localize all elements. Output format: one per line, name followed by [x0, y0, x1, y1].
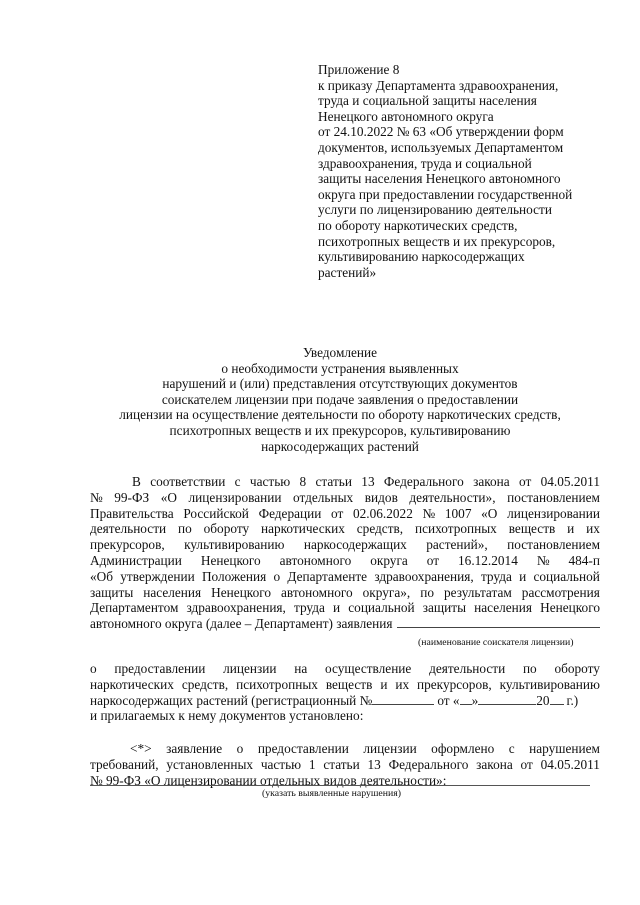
word: Департаменте [287, 568, 368, 584]
paragraph-line [90, 693, 600, 709]
violations-caption: (указать выявленные нарушения) [262, 788, 402, 799]
word: от [519, 474, 532, 489]
paragraph-line [90, 757, 600, 773]
word: Ненецкого [211, 584, 272, 600]
paragraph-line [90, 490, 600, 506]
word: обороту [554, 661, 600, 676]
word: Ненецкого [200, 552, 261, 568]
reg-number-field[interactable] [372, 693, 434, 705]
word: требований, [90, 756, 159, 772]
word: прекурсоров, [417, 676, 492, 692]
word: автономного [281, 584, 353, 600]
word: Федерации [258, 505, 322, 521]
appendix-line: психотропных веществ и их прекурсоров, [318, 233, 556, 249]
paragraph-line [90, 600, 600, 616]
word: 1007 [444, 505, 472, 521]
word: постановлением [507, 537, 600, 553]
paragraph-violations [90, 741, 600, 788]
word: культивированию [499, 676, 600, 692]
word: здравоохранения, [374, 568, 474, 584]
word: 13 [367, 756, 381, 772]
word: статьи [323, 756, 360, 772]
word: № [536, 552, 550, 568]
word: № [422, 505, 436, 521]
word: 8 [299, 474, 307, 489]
word: населения [474, 600, 533, 616]
word: лицензировании [188, 489, 282, 505]
word: предоставлении [257, 741, 349, 756]
word: соответствии [150, 474, 226, 489]
paragraph-last-line: и прилагаемых к нему документов установлено: [90, 708, 364, 724]
word: культивированию [184, 537, 285, 553]
word: деятельности [90, 521, 167, 537]
appendix-line: растений» [318, 264, 377, 280]
notice-line: нарушений и (или) представления отсутствующих документов [162, 376, 518, 392]
word: заявление [166, 741, 223, 756]
word: деятельности [429, 661, 506, 676]
word: Департаментом [90, 600, 179, 616]
paragraph-line [90, 521, 600, 537]
word: наркосодержащих [303, 537, 407, 553]
word: «О [160, 489, 177, 505]
word: <*> [130, 741, 152, 756]
word: Федерального [388, 756, 469, 772]
word: растений», [426, 537, 488, 553]
paragraph-line [90, 569, 600, 585]
notice-heading [90, 345, 590, 454]
word: населения [143, 584, 202, 600]
word: и [519, 568, 527, 584]
word: Федерального [383, 474, 464, 489]
paragraph-application [90, 661, 600, 724]
word: закона [476, 756, 513, 772]
word: обороту [203, 521, 250, 537]
reg-year-suffix: г.) [566, 692, 579, 708]
word: В [132, 474, 141, 489]
notice-line: наркосодержащих растений [261, 438, 419, 454]
word: 484-п [568, 552, 600, 568]
word: Администрации [90, 552, 182, 568]
paragraph-last-line: автономного округа (далее – Департамент) заявления [90, 616, 393, 632]
paragraph-line [90, 677, 600, 693]
word: по [178, 521, 192, 537]
notice-line: о необходимости устранения выявленных [221, 360, 459, 376]
appendix-line: защиты населения Ненецкого автономного [318, 171, 561, 187]
paragraph-last-line: № 99-ФЗ «О лицензировании отдельных видов деятельности»: [90, 772, 447, 788]
word: веществ [508, 521, 556, 537]
appendix-line: к приказу Департамента здравоохранения, [318, 77, 559, 93]
notice-subtitle [90, 361, 590, 455]
word: их [395, 676, 410, 692]
word: 13 [361, 474, 375, 489]
word: прекурсоров, [90, 537, 165, 553]
word: здравоохранения, [186, 600, 286, 616]
word: 04.05.2011 [540, 474, 600, 489]
paragraph-line [90, 553, 600, 569]
word: и [333, 600, 341, 616]
appendix-line: услуги по лицензированию деятельности [318, 202, 552, 218]
notice-title: Уведомление [302, 345, 378, 360]
word: социальной [348, 600, 415, 616]
word: предоставлении [114, 661, 206, 676]
word: и [567, 521, 575, 537]
notice-line: лицензии на осуществление деятельности по обороту наркотических средств, [119, 407, 561, 423]
word: о [273, 568, 281, 584]
word: психотропных [236, 676, 318, 692]
reg-month-field[interactable] [478, 693, 536, 705]
word: результатам [444, 584, 512, 600]
word: утверждении [120, 568, 195, 584]
word: социальной [533, 568, 600, 584]
paragraph-line [90, 537, 600, 553]
word: и [380, 676, 388, 692]
word: установленных [166, 756, 254, 772]
word: 04.05.2011 [540, 756, 600, 772]
paragraph-line [90, 616, 600, 632]
word: округа», [362, 584, 411, 600]
word: с [234, 474, 241, 489]
word: частью [260, 756, 302, 772]
word: лицензии [223, 661, 277, 676]
word: 02.06.2022 [353, 505, 413, 521]
appendix-header [318, 62, 618, 280]
word: округа [370, 552, 408, 568]
word: труда [293, 600, 325, 616]
word: по [420, 584, 434, 600]
word: на [294, 661, 308, 676]
word: о [236, 741, 244, 756]
reg-year-field[interactable] [550, 693, 564, 705]
word: защиты [90, 584, 134, 600]
word: 1 [308, 756, 316, 772]
word: № [90, 489, 103, 505]
word: видов [364, 489, 398, 505]
notice-line: соискателем лицензии при подаче заявления о предоставлении [161, 391, 519, 407]
word: Ненецкого [540, 600, 600, 616]
word: Правительства [90, 505, 174, 521]
word: лицензии [363, 741, 417, 756]
word: о [90, 661, 97, 676]
appendix-line: труда и социальной защиты населения [318, 93, 537, 109]
word: психотропных [415, 521, 497, 537]
word: «О [481, 505, 498, 521]
word: от [331, 505, 344, 521]
reg-day-field[interactable] [460, 693, 472, 705]
appendix-line: по обороту наркотических средств, [318, 217, 518, 233]
word: осуществление [325, 661, 412, 676]
word: частью [249, 474, 291, 489]
word: средств, [356, 521, 404, 537]
word: лицензировании [507, 505, 600, 521]
paragraph-line [90, 585, 600, 601]
reg-year-prefix: 20 [536, 692, 550, 708]
notice-line: психотропных веществ и их прекурсоров, культивированию [169, 422, 511, 438]
violations-field[interactable] [90, 785, 590, 786]
word: их [586, 521, 600, 537]
appendix-line: Приложение 8 [318, 62, 400, 77]
word: 16.12.2014 [458, 552, 518, 568]
word: закона [473, 474, 510, 489]
word: отдельных [293, 489, 354, 505]
appendix-line: документов, используемых Департаментом [318, 139, 564, 155]
paragraph-line [90, 506, 600, 522]
paragraph-line [90, 661, 600, 677]
applicant-name-field[interactable] [397, 616, 600, 628]
appendix-line: округа при предоставлении государственной [318, 186, 573, 202]
appendix-line: от 24.10.2022 № 63 «Об утверждении форм [318, 124, 564, 140]
paragraph-legal-basis [90, 474, 600, 632]
applicant-caption: (наименование соискателя лицензии) [418, 637, 574, 648]
reg-prefix: наркосодержащих растений (регистрационный № [90, 692, 373, 708]
paragraph-line [90, 741, 600, 757]
word: постановлением [507, 489, 600, 505]
word: от [520, 756, 533, 772]
word: деятельности», [409, 489, 496, 505]
word: автономного [279, 552, 352, 568]
word: по [522, 661, 537, 676]
reg-quote: » [471, 692, 479, 708]
paragraph-line [90, 773, 600, 789]
appendix-line: культивированию наркосодержащих [318, 249, 525, 265]
appendix-line: здравоохранения, труда и социальной [318, 155, 532, 171]
word: от [426, 552, 440, 568]
word: веществ [325, 676, 373, 692]
word: наркотических [260, 521, 345, 537]
word: оформлено [431, 741, 495, 756]
paragraph-line [90, 474, 600, 490]
word: Положения [201, 568, 267, 584]
word: рассмотрения [521, 584, 600, 600]
word: нарушением [529, 741, 600, 756]
word: защиты [422, 600, 467, 616]
appendix-line: Ненецкого автономного округа [318, 108, 494, 124]
word: наркотических [90, 676, 174, 692]
word: статьи [315, 474, 352, 489]
word: 99-ФЗ [114, 489, 150, 505]
word: труда [480, 568, 512, 584]
word: Российской [183, 505, 249, 521]
word: с [508, 741, 515, 756]
word: средств, [181, 676, 229, 692]
paragraph-line [90, 708, 600, 724]
reg-from-label: от « [437, 692, 460, 708]
word: «Об [90, 568, 114, 584]
